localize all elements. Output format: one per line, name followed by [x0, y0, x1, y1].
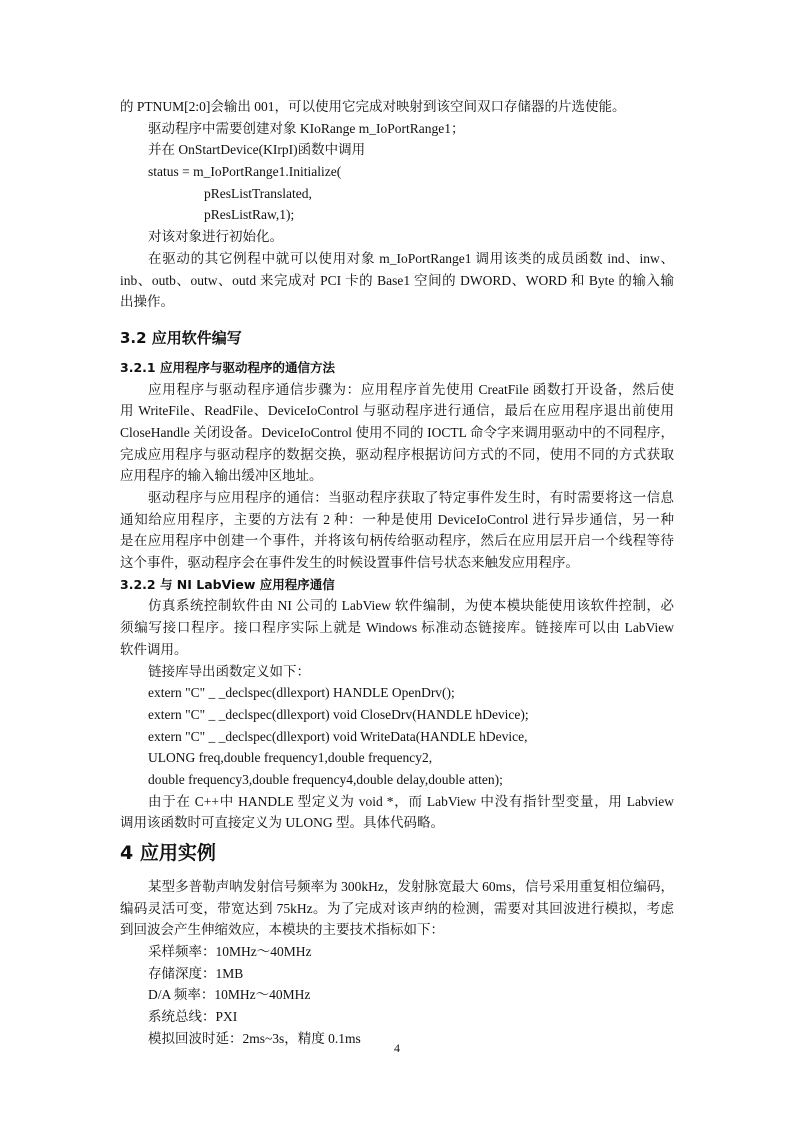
- text-line: double frequency3,double frequency4,double delay,double atten);: [148, 771, 503, 787]
- text-line: 编码灵活可变，带宽达到 75kHz。为了完成对该声纳的检测，需要对其回波进行模拟，考虑: [120, 900, 674, 916]
- text-line: 到回波会产生伸缩效应，本模块的主要技术指标如下：: [120, 922, 444, 938]
- text-line: 系统总线：PXI: [148, 1009, 238, 1025]
- text-line: 驱动程序中需要创建对象 KIoRange m_IoPortRange1；: [148, 120, 465, 136]
- text-line: 并在 OnStartDevice(KIrpI)函数中调用: [148, 142, 366, 158]
- text-line: 采样频率：10MHz～40MHz: [148, 944, 312, 960]
- text-line: 通知给应用程序，主要的方法有 2 种：一种是使用 DeviceIoControl 进行异步通信，另一种: [120, 511, 674, 527]
- section-heading-4: 4 应用实例: [120, 842, 216, 864]
- page-number: 4: [394, 1041, 400, 1055]
- text-line: pResListRaw,1);: [204, 207, 295, 223]
- text-line: 应用程序与驱动程序通信步骤为：应用程序首先使用 CreatFile 函数打开设备，然后使: [148, 381, 674, 397]
- text-line: 存储深度：1MB: [148, 965, 244, 981]
- text-line: 驱动程序与应用程序的通信：当驱动程序获取了特定事件发生时，有时需要将这一信息: [148, 490, 674, 505]
- text-line: ULONG freq,double frequency1,double frequency2,: [148, 750, 433, 766]
- text-line: 由于在 C++中 HANDLE 型定义为 void *，而 LabView 中没有指针型变量，用 Labview: [148, 793, 674, 809]
- text-line: 是在应用程序中创建一个事件，并将该句柄传给驱动程序，然后在应用层开启一个线程等待: [120, 533, 674, 549]
- text-line: 须编写接口程序。接口程序实际上就是 Windows 标准动态链接库。链接库可以由 LabView: [120, 620, 674, 636]
- text-line: 应用程序的输入输出缓冲区地址。: [120, 468, 323, 484]
- paragraph-block-driver: [120, 96, 674, 313]
- text-line: extern "C" _ _declspec(dllexport) void WriteData(HANDLE hDevice,: [148, 728, 528, 744]
- text-line: 完成应用程序与驱动程序的数据交换，驱动程序根据访问方式的不同，使用不同的方式获取: [120, 446, 674, 462]
- subsection-heading-3-2-1: 3.2.1 应用程序与驱动程序的通信方法: [120, 359, 335, 375]
- text-line: 链接库导出函数定义如下：: [148, 663, 310, 679]
- page-body: [120, 96, 674, 1050]
- text-line: 这个事件，驱动程序会在事件发生的时候设置事件信号状态来触发应用程序。: [120, 555, 579, 571]
- paragraph-block-application: [120, 876, 674, 1050]
- text-line: inb、outb、outw、outd 来完成对 PCI 卡的 Base1 空间的 DWORD、WORD 和 Byte 的输入输: [120, 272, 674, 288]
- paragraph-block-communication: [120, 379, 674, 574]
- text-line: 仿真系统控制软件由 NI 公司的 LabView 软件编制，为使本模块能使用该软件控制，必: [148, 598, 674, 614]
- text-line: CloseHandle 关闭设备。DeviceIoControl 使用不同的 IOCTL 命令字来调用驱动中的不同程序，: [120, 424, 674, 440]
- text-line: 软件调用。: [120, 641, 188, 657]
- text-line: 调用该函数时可直接定义为 ULONG 型。具体代码略。: [120, 815, 444, 831]
- text-line: 的 PTNUM[2:0]会输出 001，可以使用它完成对映射到该空间双口存储器的片选使能。: [120, 99, 626, 114]
- text-line: extern "C" _ _declspec(dllexport) HANDLE OpenDrv();: [148, 685, 455, 701]
- text-line: status = m_IoPortRange1.Initialize(: [148, 164, 342, 180]
- text-line: 出操作。: [120, 294, 174, 310]
- text-line: extern "C" _ _declspec(dllexport) void CloseDrv(HANDLE hDevice);: [148, 706, 529, 722]
- paragraph-block-labview: [120, 595, 674, 834]
- subsection-heading-3-2-2: 3.2.2 与 NI LabView 应用程序通信: [120, 576, 335, 592]
- text-line: 在驱动的其它例程中就可以使用对象 m_IoPortRange1 调用该类的成员函数 ind、inw、: [148, 250, 674, 266]
- text-line: 模拟回波时延：2ms~3s，精度 0.1ms: [148, 1030, 361, 1046]
- text-line: D/A 频率：10MHz～40MHz: [148, 987, 311, 1003]
- section-heading-3-2: 3.2 应用软件编写: [120, 328, 242, 347]
- text-line: pResListTranslated,: [204, 185, 312, 201]
- text-line: 对该对象进行初始化。: [148, 229, 283, 245]
- text-line: 某型多普勒声呐发射信号频率为 300kHz，发射脉宽最大 60ms，信号采用重复相位编码，: [148, 879, 674, 894]
- text-line: 用 WriteFile、ReadFile、DeviceIoControl 与驱动程序进行通信，最后在应用程序退出前使用: [120, 403, 674, 419]
